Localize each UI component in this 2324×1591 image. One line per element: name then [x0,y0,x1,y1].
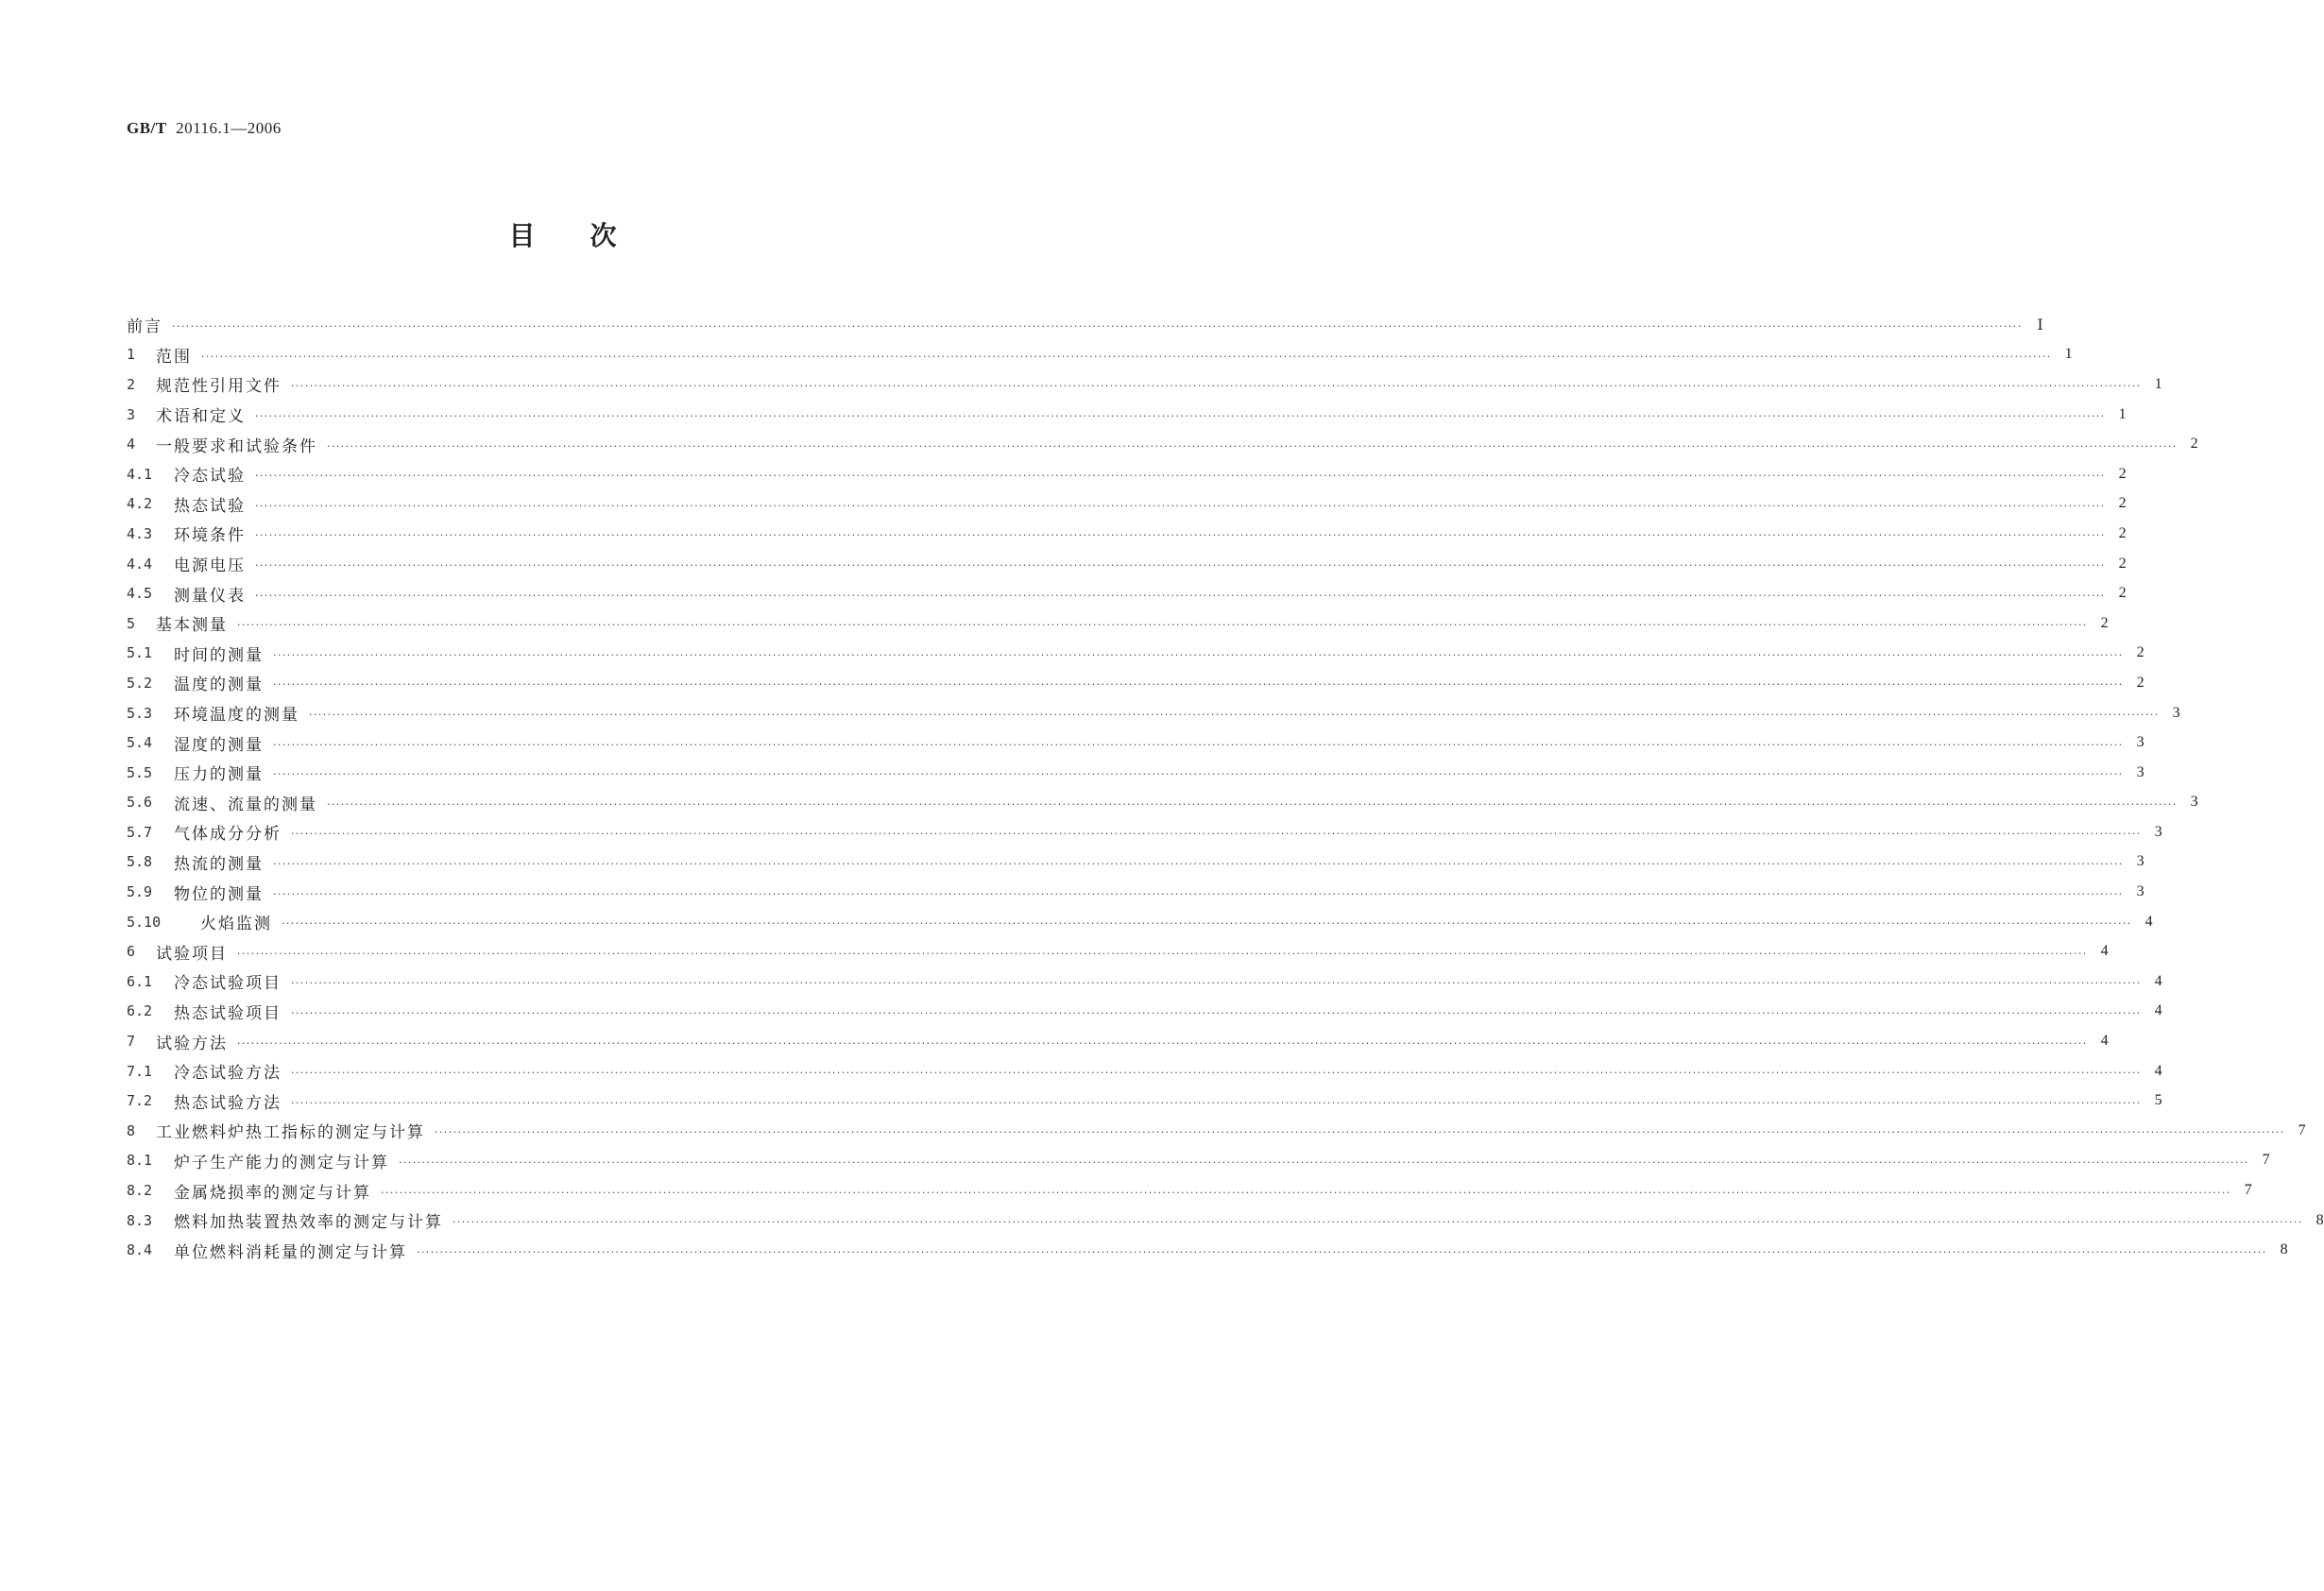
toc-dot-leader: ················································································································································································································································································································································································································ [291,380,2142,393]
toc-dot-leader: ················································································································································································································································································································································································································ [381,1186,2231,1199]
toc-entry-page: 1 [2154,375,2162,392]
toc-dot-leader: ················································································································································································································································································································································································································ [255,559,2106,573]
toc-entry-label: 术语和定义 [156,407,246,427]
toc-entry-page: 3 [2172,704,2180,721]
toc-entry[interactable] [127,877,2145,907]
toc-entry-number: 4.4 [127,555,153,573]
toc-dot-leader: ················································································································································································································································································································································································································ [255,589,2106,602]
toc-dot-leader: ················································································································································································································································································································································································································ [309,709,2160,722]
toc-entry-page: 4 [2100,943,2109,960]
toc-entry[interactable] [127,758,2145,788]
toc-entry-page: 8 [2280,1241,2288,1258]
toc-entry[interactable] [127,1146,2270,1176]
toc-entry[interactable] [127,817,2162,847]
toc-entry-label: 热态试验方法 [174,1093,282,1113]
toc-entry-number: 8 [127,1121,136,1139]
toc-dot-leader: ················································································································································································································································································································································································································ [255,410,2106,423]
toc-entry-page: 2 [2118,495,2127,512]
toc-entry-page: 7 [2244,1182,2252,1199]
toc-entry-label: 压力的测量 [174,765,264,785]
toc-entry-label: 单位燃料消耗量的测定与计算 [174,1242,407,1262]
toc-entry-page: 3 [2154,823,2162,840]
toc-entry[interactable] [127,997,2162,1027]
toc-entry-number: 7 [127,1033,136,1051]
toc-dot-leader: ················································································································································································································································································································································································································ [237,1036,2088,1050]
toc-entry-label: 测量仪表 [174,586,246,606]
toc-entry[interactable] [127,727,2145,758]
toc-entry-number: 5.4 [127,734,153,752]
toc-entry[interactable] [127,698,2180,728]
toc-entry[interactable] [127,459,2127,489]
title-char-2: 次 [590,220,617,251]
toc-dot-leader: ················································································································································································································································································································································································································ [453,1216,2303,1229]
toc-entry-label: 温度的测量 [174,676,264,695]
toc-entry-number: 5.5 [127,763,153,781]
toc-entry-label: 工业燃料炉热工指标的测定与计算 [156,1123,425,1143]
toc-entry-label: 物位的测量 [174,884,264,904]
toc-entry-page: 2 [2118,524,2127,541]
toc-entry-number: 1 [127,346,136,364]
toc-entry-page: 7 [2262,1152,2270,1169]
toc-entry-label: 时间的测量 [174,645,264,665]
toc-entry[interactable] [127,1206,2324,1236]
standard-code: 20116.1—2006 [176,119,282,137]
toc-entry[interactable] [127,1116,2306,1146]
toc-entry-number: 4.2 [127,495,153,513]
toc-entry[interactable] [127,639,2145,669]
toc-entry-label: 火焰监测 [200,915,272,934]
toc-entry-page: 2 [2190,436,2198,453]
toc-entry-label: 环境条件 [174,526,246,546]
toc-entry[interactable] [127,1086,2162,1116]
toc-entry-number: 5 [127,614,136,632]
toc-dot-leader: ················································································································································································································································································································································································································ [255,499,2106,512]
toc-entry[interactable] [127,1175,2252,1206]
toc-entry-label: 湿度的测量 [174,735,264,755]
toc-entry-label: 流速、流量的测量 [174,795,317,814]
toc-entry-page: 2 [2136,674,2145,691]
title-char-1: 目 [508,220,536,251]
toc-entry-page: 7 [2298,1121,2306,1138]
page-title [0,215,1125,253]
toc-entry-number: 3 [127,405,136,423]
toc-entry[interactable] [127,1235,2288,1265]
toc-dot-leader: ················································································································································································································································································································································································································ [291,828,2142,841]
toc-entry-number: 5.8 [127,853,153,871]
toc-entry-number: 7.1 [127,1062,153,1080]
toc-dot-leader: ················································································································································································································································································································································································································ [255,470,2106,483]
toc-entry-label: 冷态试验项目 [174,974,282,994]
toc-entry[interactable] [127,519,2127,549]
toc-entry-label: 热流的测量 [174,854,264,874]
toc-entry-number: 4.3 [127,524,153,542]
toc-entry[interactable] [127,847,2145,878]
toc-entry-page: 3 [2136,853,2145,870]
toc-entry-number: 5.6 [127,794,153,812]
toc-entry[interactable] [127,788,2198,818]
toc-entry[interactable] [127,310,2043,340]
toc-entry-page: 4 [2154,972,2162,989]
toc-dot-leader: ················································································································································································································································································································································································································ [291,977,2142,990]
toc-dot-leader: ················································································································································································································································································································································································································ [201,350,2052,363]
toc-dot-leader: ················································································································································································································································································································································································································ [417,1245,2267,1258]
toc-entry[interactable] [127,936,2109,967]
toc-entry-label: 热态试验 [174,496,246,516]
toc-entry-label: 基本测量 [156,616,228,636]
toc-entry-number: 5.9 [127,883,153,901]
toc-entry-label: 冷态试验 [174,467,246,487]
toc-entry-page: 2 [2118,465,2127,482]
toc-dot-leader: ················································································································································································································································································································································································································ [327,797,2178,811]
toc-dot-leader: ················································································································································································································································································································································································································ [237,947,2088,960]
toc-dot-leader: ················································································································································································································································································································································································································ [172,320,2023,334]
toc-entry-page: 2 [2100,614,2109,631]
toc-entry[interactable] [127,967,2162,997]
toc-dot-leader: ················································································································································································································································································································································································································ [273,738,2124,751]
toc-entry-number: 4 [127,436,136,453]
toc-entry[interactable] [127,429,2198,459]
toc-dot-leader: ················································································································································································································································································································································································································ [255,529,2106,542]
toc-dot-leader: ················································································································································································································································································································································································································ [273,768,2124,781]
toc-dot-leader: ················································································································································································································································································································································································································ [291,1067,2142,1080]
toc-entry[interactable] [127,549,2127,579]
toc-dot-leader: ················································································································································································································································································································································································································ [291,1006,2142,1019]
toc-entry-number: 5.7 [127,823,153,841]
toc-entry-page: 3 [2136,883,2145,900]
toc-entry-number: 8.2 [127,1182,153,1200]
toc-dot-leader: ················································································································································································································································································································································································································ [399,1155,2249,1169]
toc-entry-page: 4 [2154,1062,2162,1079]
toc-entry[interactable] [127,668,2145,698]
toc-entry-label: 规范性引用文件 [156,377,282,397]
toc-entry-page: 3 [2136,734,2145,751]
toc-entry-page: 2 [2118,585,2127,602]
toc-entry-label: 试验方法 [156,1034,228,1053]
toc-dot-leader: ················································································································································································································································································································································································································ [273,887,2124,900]
toc-entry-label: 一般要求和试验条件 [156,436,317,456]
toc-entry-number: 8.3 [127,1211,153,1229]
toc-entry-page: 2 [2136,644,2145,661]
toc-dot-leader: ················································································································································································································································································································································································································ [282,917,2132,931]
toc-entry-page: 3 [2136,763,2145,780]
toc-entry-page: 8 [2315,1211,2324,1228]
toc-entry[interactable] [127,1026,2109,1056]
toc-dot-leader: ················································································································································································································································································································································································································ [237,619,2088,632]
toc-entry[interactable] [127,1056,2162,1086]
toc-entry-label: 热态试验项目 [174,1003,282,1023]
toc-entry-label: 范围 [156,347,192,367]
toc-entry[interactable] [127,578,2127,608]
toc-entry-label: 电源电压 [174,556,246,576]
toc-entry-page: Ⅰ [2037,316,2043,334]
standard-number [127,119,282,138]
toc-dot-leader: ················································································································································································································································································································································································································ [327,439,2178,453]
toc-entry-label: 环境温度的测量 [174,706,299,726]
toc-entry-page: 1 [2064,346,2073,363]
toc-entry-number: 5.3 [127,704,153,722]
toc-entry-number: 5.10 [127,913,162,931]
toc-entry-label: 气体成分分析 [174,825,282,845]
toc-entry-number: 5.2 [127,674,153,692]
toc-entry-page: 1 [2118,405,2127,422]
toc-entry-number: 2 [127,375,136,393]
toc-entry-page: 3 [2190,794,2198,811]
toc-entry-number: 8.1 [127,1152,153,1170]
toc-dot-leader: ················································································································································································································································································································································································································ [273,678,2124,692]
table-of-contents [127,310,2324,1265]
toc-entry-label: 冷态试验方法 [174,1064,282,1084]
toc-entry-number: 7.2 [127,1092,153,1110]
toc-entry[interactable] [127,340,2073,370]
toc-entry-label: 前言 [127,317,162,337]
toc-dot-leader: ················································································································································································································································································································································································································ [273,857,2124,870]
toc-entry[interactable] [127,907,2153,937]
toc-dot-leader: ················································································································································································································································································································································································································ [291,1096,2142,1109]
toc-entry[interactable] [127,608,2109,639]
toc-dot-leader: ················································································································································································································································································································································································································ [273,648,2124,661]
toc-entry[interactable] [127,400,2127,430]
toc-entry-number: 8.4 [127,1241,153,1259]
standard-prefix: GB/T [127,119,167,137]
toc-entry-label: 炉子生产能力的测定与计算 [174,1153,389,1172]
toc-entry-page: 4 [2145,913,2153,930]
toc-dot-leader: ················································································································································································································································································································································································································ [435,1126,2285,1139]
toc-entry[interactable] [127,369,2162,400]
toc-entry-page: 2 [2118,555,2127,572]
toc-entry-page: 5 [2154,1092,2162,1109]
toc-entry-number: 4.5 [127,585,153,603]
toc-entry[interactable] [127,489,2127,520]
toc-entry-number: 6 [127,943,136,961]
toc-entry-number: 4.1 [127,465,153,483]
toc-entry-page: 4 [2100,1033,2109,1050]
toc-entry-label: 燃料加热装置热效率的测定与计算 [174,1213,443,1233]
toc-entry-label: 试验项目 [156,944,228,964]
toc-entry-number: 6.1 [127,972,153,990]
toc-entry-label: 金属烧损率的测定与计算 [174,1183,371,1203]
toc-entry-page: 4 [2154,1002,2162,1019]
toc-entry-number: 5.1 [127,644,153,662]
toc-entry-number: 6.2 [127,1002,153,1020]
